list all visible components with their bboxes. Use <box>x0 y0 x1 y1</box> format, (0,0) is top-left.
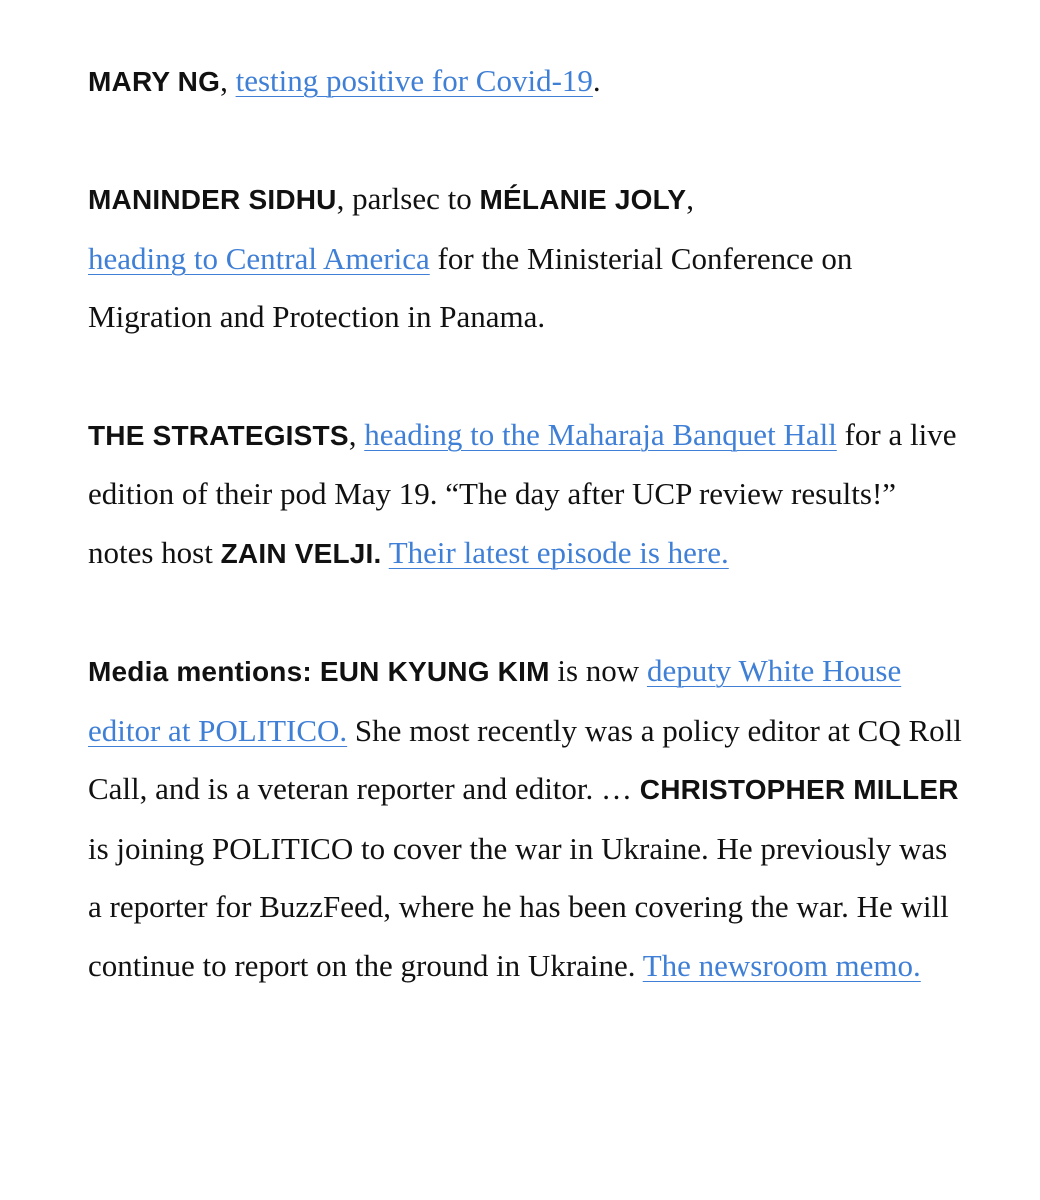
body-text: is now <box>549 652 647 688</box>
person-name-zain-velji: ZAIN VELJI. <box>220 537 382 569</box>
body-text: She most recently was a policy editor at CQ Roll Call, and is a veteran reporter and editor. … <box>88 712 962 807</box>
media-mentions-label: Media mentions: EUN KYUNG KIM <box>88 655 550 687</box>
person-name-mary-ng: MARY NG <box>88 66 221 97</box>
person-name-melanie-joly: MÉLANIE JOLY <box>479 184 687 216</box>
sentence-end: . <box>592 63 601 98</box>
person-name-christopher-miller: CHRISTOPHER MILLER <box>639 774 959 806</box>
paragraph-media-mentions <box>88 642 968 996</box>
body-text: is joining POLITICO to cover the war in Ukraine. He previously was a reporter for BuzzFeed, where he has been covering the war. He will continue to report on the ground in Ukraine. <box>88 830 949 983</box>
person-name-maninder-sidhu: MANINDER SIDHU <box>88 184 337 216</box>
group-name-strategists: THE STRATEGISTS <box>88 419 349 451</box>
link-newsroom-memo[interactable]: The newsroom memo. <box>642 947 921 983</box>
role-text: , parlsec to <box>336 181 480 217</box>
body-text: for the Ministerial Conference on Migration and Protection in Panama. <box>88 240 853 335</box>
link-central-america[interactable]: heading to Central America <box>88 240 430 276</box>
paragraph-strategists <box>88 406 968 584</box>
separator-text: , <box>686 181 694 217</box>
separator-text: , <box>220 63 236 98</box>
newsletter-article <box>88 52 968 1054</box>
body-text: for a live edition of their pod May 19. “The day after UCP review results!” notes host <box>88 416 957 570</box>
link-covid-positive[interactable]: testing positive for Covid-19 <box>235 63 593 98</box>
link-maharaja-banquet-hall[interactable]: heading to the Maharaja Banquet Hall <box>364 416 837 452</box>
link-deputy-white-house-editor[interactable]: deputy White House editor at POLITICO. <box>88 652 902 748</box>
separator-text: , <box>348 416 365 452</box>
paragraph-sidhu <box>88 170 968 347</box>
paragraph-mary-ng <box>88 52 968 112</box>
link-latest-episode[interactable]: Their latest episode is here. <box>388 534 729 570</box>
